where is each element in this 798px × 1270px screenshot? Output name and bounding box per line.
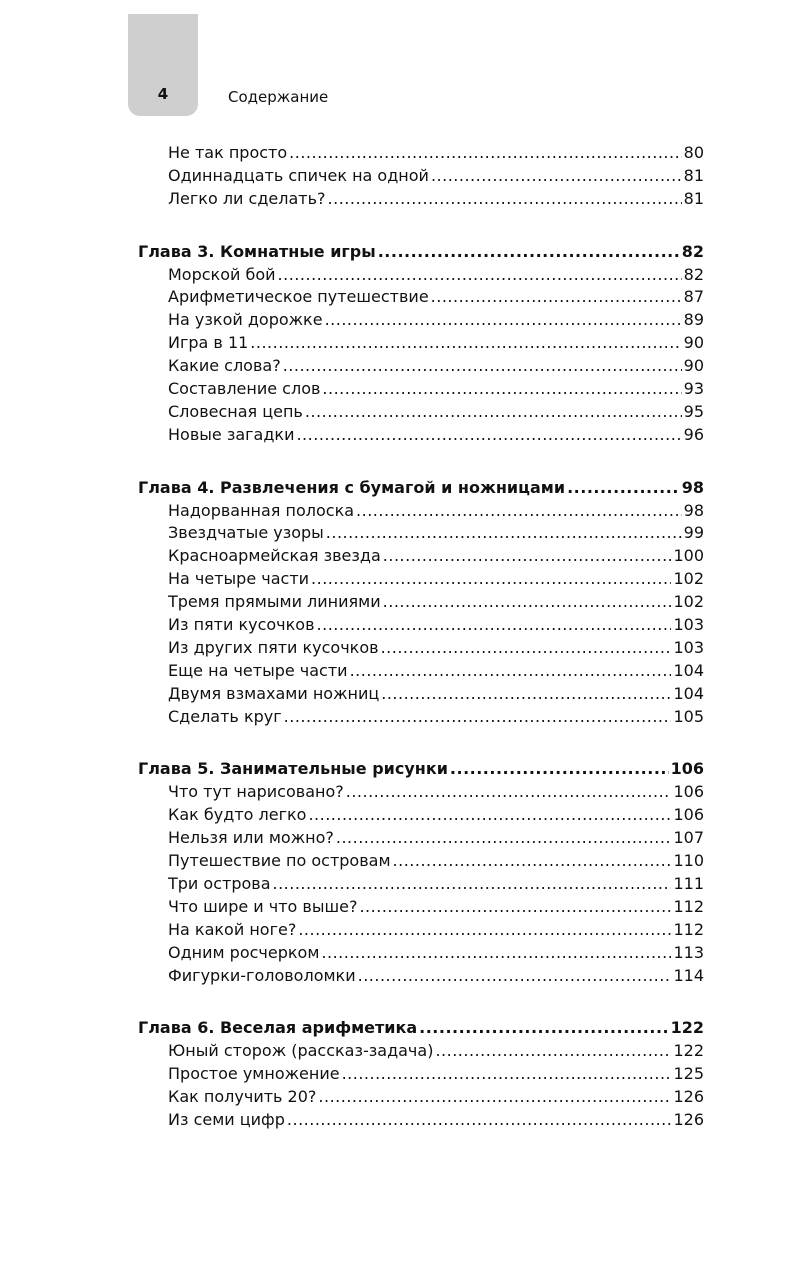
- entry-title: Новые загадки: [168, 424, 295, 444]
- entry-page-number: 110: [673, 851, 704, 871]
- toc-entry[interactable]: [138, 424, 704, 447]
- dot-leader: [328, 188, 682, 211]
- toc-entry[interactable]: [138, 827, 704, 850]
- chapter-title: Глава 6. Веселая арифметика: [138, 1018, 418, 1038]
- entry-title: Словесная цепь: [168, 401, 303, 421]
- chapter-page-number: 122: [670, 1018, 704, 1038]
- running-head: Содержание: [228, 88, 329, 106]
- dot-leader: [359, 896, 671, 919]
- dot-leader: [296, 424, 681, 447]
- entry-page-number: 126: [673, 1109, 704, 1129]
- entry-title: Игра в 11: [168, 333, 249, 353]
- chapter-page-number: 82: [681, 241, 704, 261]
- toc-entry[interactable]: [138, 850, 704, 873]
- entry-title: Одиннадцать спичек на одной: [168, 165, 429, 185]
- entry-page-number: 126: [673, 1087, 704, 1107]
- dot-leader: [305, 401, 682, 424]
- dot-leader: [284, 706, 672, 729]
- dot-leader: [567, 477, 680, 500]
- entry-title: На узкой дорожке: [168, 310, 323, 330]
- toc-entry[interactable]: [138, 919, 704, 942]
- dot-leader: [325, 309, 682, 332]
- entry-title: Из пяти кусочков: [168, 615, 315, 635]
- toc-entry[interactable]: [138, 1109, 704, 1132]
- dot-leader: [250, 332, 681, 355]
- entry-title: Простое умножение: [168, 1064, 340, 1084]
- chapter-title: Глава 5. Занимательные рисунки: [138, 759, 448, 779]
- toc-entry[interactable]: [138, 332, 704, 355]
- entry-page-number: 112: [673, 919, 704, 939]
- entry-title: Как будто легко: [168, 805, 307, 825]
- dot-leader: [317, 614, 672, 637]
- toc-entry[interactable]: [138, 660, 704, 683]
- entry-title: Три острова: [168, 873, 271, 893]
- chapter-list: [138, 241, 704, 1132]
- entry-page-number: 98: [683, 500, 704, 520]
- entry-page-number: 104: [673, 683, 704, 703]
- chapter-title: Глава 4. Развлечения с бумагой и ножницами: [138, 477, 566, 497]
- dot-leader: [283, 355, 682, 378]
- dot-leader: [289, 142, 681, 165]
- entry-page-number: 82: [683, 264, 704, 284]
- toc-entry[interactable]: [138, 401, 704, 424]
- toc-entry[interactable]: [138, 568, 704, 591]
- entry-page-number: 122: [673, 1041, 704, 1061]
- entry-page-number: 90: [683, 333, 704, 353]
- toc-entry[interactable]: [138, 873, 704, 896]
- dot-leader: [308, 804, 671, 827]
- toc-entry[interactable]: [138, 286, 704, 309]
- entry-page-number: 102: [673, 592, 704, 612]
- entry-title: На четыре части: [168, 569, 310, 589]
- dot-leader: [419, 1017, 668, 1040]
- entry-page-number: 125: [673, 1064, 704, 1084]
- entry-page-number: 103: [673, 637, 704, 657]
- entry-page-number: 96: [683, 424, 704, 444]
- entry-title: Тремя прямыми линиями: [168, 592, 381, 612]
- dot-leader: [346, 781, 672, 804]
- continuation-section: [138, 142, 704, 211]
- entry-title: Из других пяти кусочков: [168, 637, 379, 657]
- entry-page-number: 90: [683, 356, 704, 376]
- dot-leader: [350, 660, 672, 683]
- toc-entry[interactable]: [138, 804, 704, 827]
- entry-page-number: 111: [673, 873, 704, 893]
- dot-leader: [326, 522, 682, 545]
- dot-leader: [450, 758, 669, 781]
- entry-page-number: 106: [673, 805, 704, 825]
- entry-title: Морской бой: [168, 264, 276, 284]
- entry-title: Сделать круг: [168, 706, 282, 726]
- dot-leader: [342, 1063, 672, 1086]
- entry-page-number: 103: [673, 615, 704, 635]
- entry-page-number: 93: [683, 379, 704, 399]
- chapter-section: [138, 1017, 704, 1131]
- dot-leader: [435, 1040, 671, 1063]
- chapter-section: [138, 758, 704, 987]
- entry-page-number: 104: [673, 660, 704, 680]
- dot-leader: [322, 378, 681, 401]
- dot-leader: [278, 264, 682, 287]
- toc-entry[interactable]: [138, 614, 704, 637]
- entry-title: Надорванная полоска: [168, 500, 355, 520]
- toc-entry[interactable]: [138, 683, 704, 706]
- entry-page-number: 113: [673, 942, 704, 962]
- dot-leader: [356, 500, 682, 523]
- page-number: 4: [157, 85, 169, 103]
- entry-page-number: 89: [683, 310, 704, 330]
- entry-title: Юный сторож (рассказ-задача): [168, 1041, 434, 1061]
- dot-leader: [431, 165, 682, 188]
- toc-entry[interactable]: [138, 965, 704, 988]
- dot-leader: [393, 850, 672, 873]
- toc-entry[interactable]: [138, 500, 704, 523]
- dot-leader: [311, 568, 671, 591]
- entry-title: Составление слов: [168, 379, 321, 399]
- entry-title: Из семи цифр: [168, 1109, 285, 1129]
- entry-page-number: 112: [673, 896, 704, 916]
- toc-entry[interactable]: [138, 591, 704, 614]
- entry-page-number: 114: [673, 965, 704, 985]
- dot-leader: [383, 545, 672, 568]
- entry-title: Как получить 20?: [168, 1087, 317, 1107]
- dot-leader: [381, 637, 672, 660]
- entry-title: Звездчатые узоры: [168, 523, 324, 543]
- dot-leader: [273, 873, 672, 896]
- table-of-contents: [138, 142, 704, 1162]
- entry-page-number: 107: [673, 828, 704, 848]
- entry-title: Легко ли сделать?: [168, 188, 326, 208]
- toc-entry[interactable]: [138, 942, 704, 965]
- entry-page-number: 106: [673, 782, 704, 802]
- dot-leader: [381, 683, 671, 706]
- dot-leader: [431, 286, 682, 309]
- toc-entry[interactable]: [138, 188, 704, 211]
- entry-title: Фигурки-головоломки: [168, 965, 356, 985]
- entry-title: Двумя взмахами ножниц: [168, 683, 380, 703]
- chapter-page-number: 106: [670, 759, 704, 779]
- entry-title: Нельзя или можно?: [168, 828, 334, 848]
- entry-title: Еще на четыре части: [168, 660, 348, 680]
- toc-entry[interactable]: [138, 309, 704, 332]
- entry-page-number: 105: [673, 706, 704, 726]
- entry-title: Одним росчерком: [168, 942, 320, 962]
- toc-entry[interactable]: [138, 165, 704, 188]
- entry-title: Не так просто: [168, 143, 288, 162]
- chapter-page-number: 98: [681, 477, 704, 497]
- chapter-title: Глава 3. Комнатные игры: [138, 241, 376, 261]
- entry-title: Какие слова?: [168, 356, 281, 376]
- entry-title: Что шире и что выше?: [168, 896, 358, 916]
- toc-entry[interactable]: [138, 896, 704, 919]
- toc-entry[interactable]: [138, 637, 704, 660]
- chapter-section: [138, 241, 704, 447]
- toc-entry[interactable]: [138, 1086, 704, 1109]
- entry-page-number: 81: [683, 188, 704, 208]
- toc-entry[interactable]: [138, 378, 704, 401]
- dot-leader: [383, 591, 672, 614]
- dot-leader: [287, 1109, 672, 1132]
- toc-entry[interactable]: [138, 1063, 704, 1086]
- toc-entry[interactable]: [138, 142, 704, 165]
- toc-entry[interactable]: [138, 706, 704, 729]
- entry-page-number: 102: [673, 569, 704, 589]
- toc-entry[interactable]: [138, 781, 704, 804]
- dot-leader: [298, 919, 671, 942]
- entry-page-number: 87: [683, 287, 704, 307]
- dot-leader: [336, 827, 672, 850]
- entry-page-number: 100: [673, 546, 704, 566]
- entry-title: На какой ноге?: [168, 919, 297, 939]
- entry-page-number: 81: [683, 165, 704, 185]
- dot-leader: [321, 942, 671, 965]
- entry-page-number: 99: [683, 523, 704, 543]
- toc-entry[interactable]: [138, 545, 704, 568]
- dot-leader: [318, 1086, 671, 1109]
- chapter-section: [138, 477, 704, 729]
- toc-entry[interactable]: [138, 264, 704, 287]
- chapter-heading[interactable]: [138, 477, 704, 500]
- chapter-heading[interactable]: [138, 241, 704, 264]
- dot-leader: [378, 241, 680, 264]
- entry-title: Путешествие по островам: [168, 851, 391, 871]
- chapter-heading[interactable]: [138, 1017, 704, 1040]
- toc-entry[interactable]: [138, 1040, 704, 1063]
- dot-leader: [358, 965, 672, 988]
- entry-page-number: 95: [683, 401, 704, 421]
- entry-title: Красноармейская звезда: [168, 546, 381, 566]
- entry-title: Арифметическое путешествие: [168, 287, 429, 307]
- entry-page-number: 80: [683, 143, 704, 162]
- toc-entry[interactable]: [138, 355, 704, 378]
- continuation-list: [138, 142, 704, 211]
- toc-entry[interactable]: [138, 522, 704, 545]
- entry-title: Что тут нарисовано?: [168, 782, 344, 802]
- chapter-heading[interactable]: [138, 758, 704, 781]
